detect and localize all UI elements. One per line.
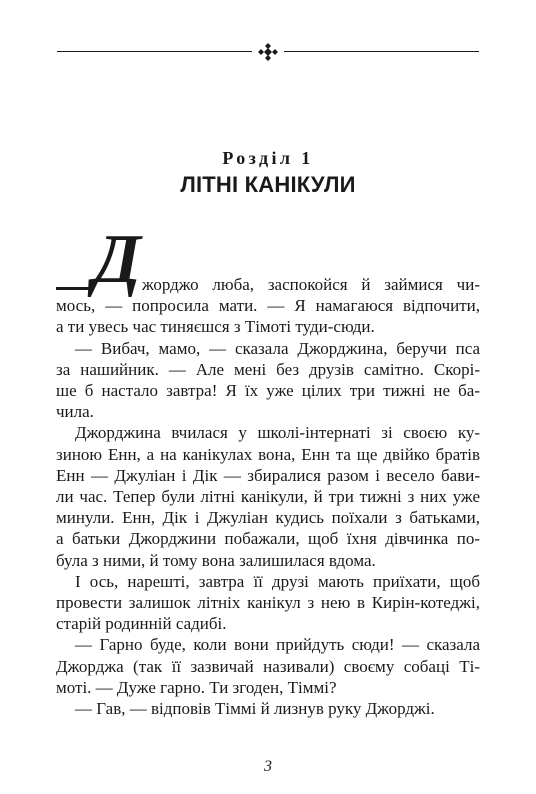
text-line: чила. — [56, 402, 94, 422]
ornament-rule-right — [284, 51, 479, 52]
header-ornament — [57, 44, 479, 60]
text-line: Енн — Джуліан і Дік — збиралися разом і весело бави- — [56, 465, 480, 485]
text-line: жорджо люба, заспокойся й займися чи- — [142, 275, 480, 294]
text-line: Джорджа (так її зазвичай називали) своєму собаці Ті- — [56, 656, 480, 676]
text-line: мось, — попросила мати. — Я намагаюся відпочити, — [56, 296, 480, 316]
diamond-cluster-icon — [256, 43, 280, 61]
text-line: за нашийник. — Але мені без друзів самітно. Скорі- — [56, 359, 480, 379]
chapter-title: ЛІТНІ КАНІКУЛИ — [180, 172, 356, 197]
ornament-rule-left — [57, 51, 252, 52]
text-line: — Вибач, мамо, — сказала Джорджина, беручи пса — [75, 338, 480, 358]
text-line: а батьки Джорджини побажали, щоб їхня дівчинка по- — [56, 529, 480, 549]
text-line: зиною Енн, а на канікулах вона, Енн та ще двійко братів — [56, 444, 480, 464]
dropcap-letter: Д — [93, 221, 141, 298]
page-number: 3 — [264, 758, 272, 775]
chapter-label: Розділ 1 — [222, 148, 314, 168]
text-line: Джорджина вчилася у школі-інтернаті зі своєю ку- — [75, 423, 480, 443]
text-line: І ось, нарешті, завтра її друзі мають приїхати, щоб — [75, 571, 480, 591]
text-line: ли час. Тепер були літні канікули, й три тижні з них уже — [56, 487, 480, 507]
text-line: ше б настало завтра! Я їх уже цілих три тижні не ба- — [56, 381, 480, 401]
text-line: — Гарно буде, коли вони прийдуть сюди! — сказала — [75, 635, 480, 655]
text-line: а ти увесь час тиняєшся з Тімоті туди-сюди. — [56, 317, 375, 337]
text-line: старій родинній садибі. — [56, 614, 227, 634]
text-line: моті. — Дуже гарно. Ти згоден, Тіммі? — [56, 677, 337, 697]
text-line: — Гав, — відповів Тіммі й лизнув руку Джорджі. — [75, 699, 435, 719]
body-text — [56, 221, 480, 719]
text-line: минули. Енн, Дік і Джуліан кудись поїхали з батьками, — [56, 508, 480, 528]
text-line: була з ними, й тому вона залишилася вдома. — [56, 550, 376, 570]
text-line: провести залишок літніх канікул з нею в Кирін-котеджі, — [56, 593, 480, 613]
